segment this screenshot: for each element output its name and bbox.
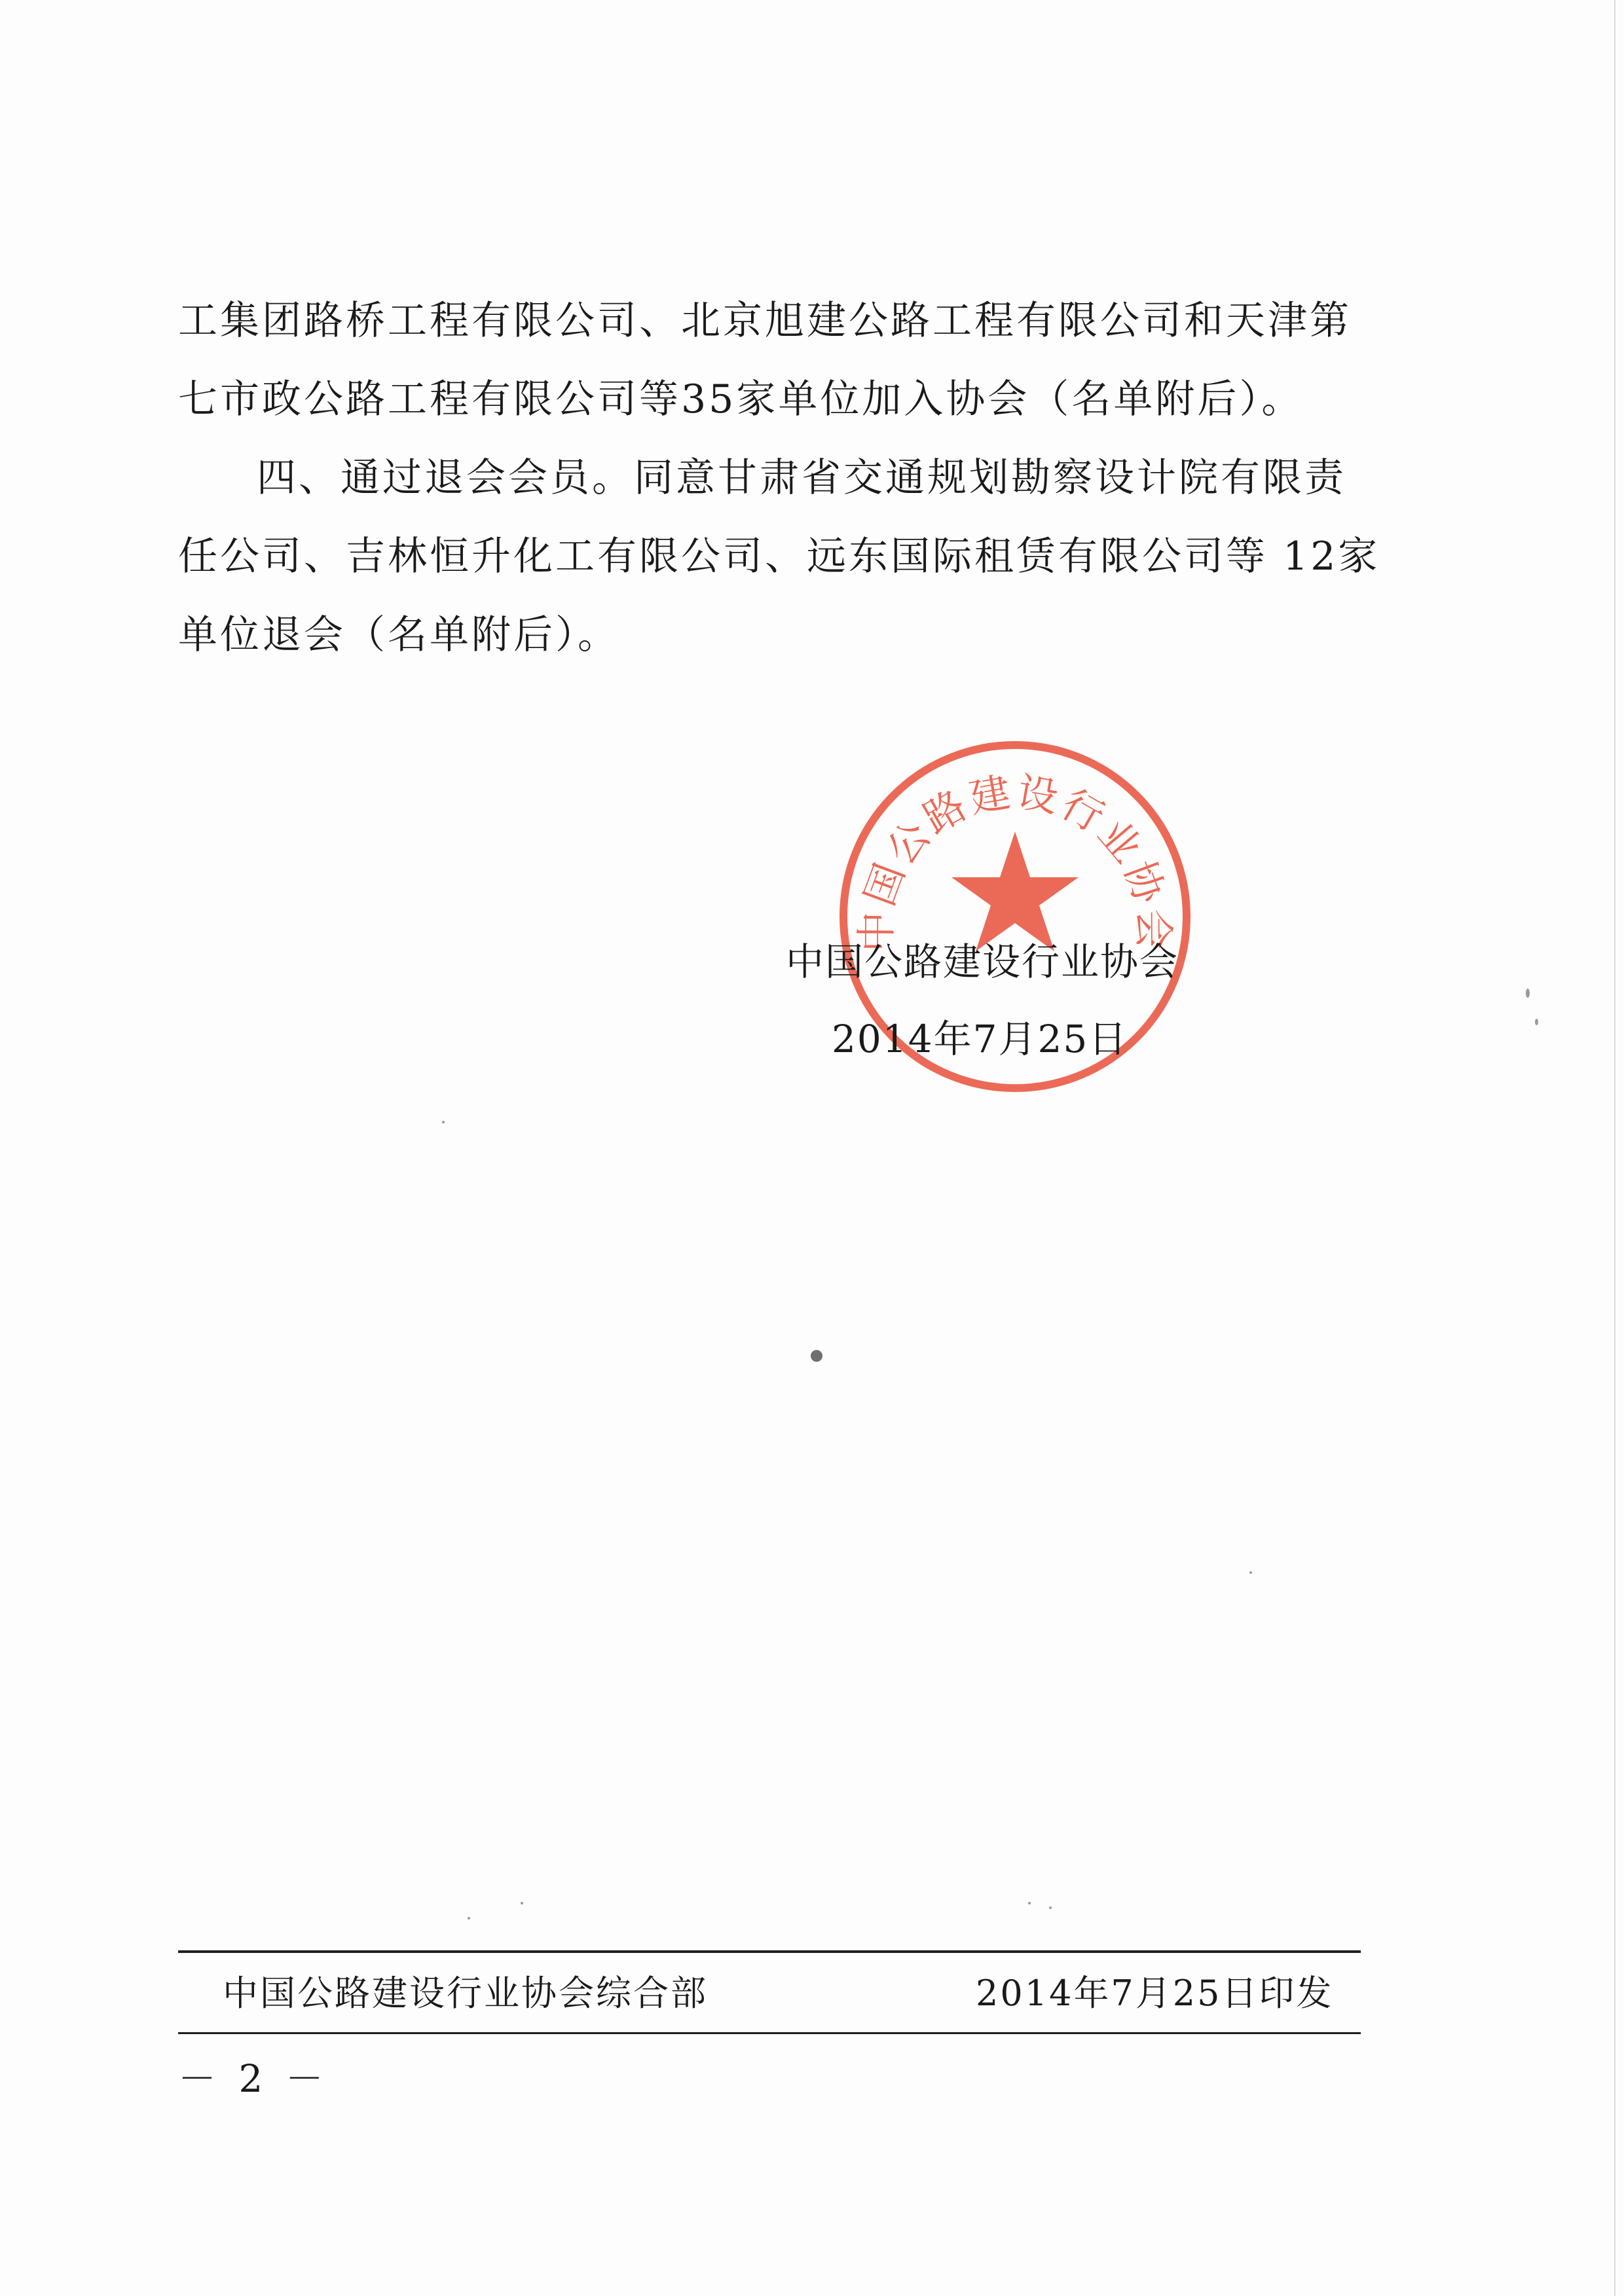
scan-speck [811,1350,822,1362]
scan-speck [1028,1902,1031,1904]
signature-organization: 中国公路建设行业协会 [786,939,1179,984]
signature-date: 2014年7月25日 [832,1017,1128,1061]
scan-speck [442,1121,445,1123]
footer-issue-date: 2014年7月25日印发 [976,1973,1334,2014]
scan-speck [521,1902,523,1904]
page-number: － 2 － [178,2056,329,2101]
paragraph-item-four: 四、通过退会会员。同意甘肃省交通规划勘察设计院有限责任公司、吉林恒升化工有限公司、远东国际租赁有限公司等 12家单位退会（名单附后）。 [178,455,1380,658]
seal-text: 中国公路建设行业协会 [852,767,1178,953]
scan-speck [468,1917,470,1920]
scan-speck [1535,1019,1538,1025]
paragraph-continued: 工集团路桥工程有限公司、北京旭建公路工程有限公司和天津第七市政公路工程有限公司等35家单位加入协会（名单附后）。 [178,298,1352,422]
scan-speck [1249,1571,1252,1574]
scan-edge [1614,0,1615,2296]
footer-rule-top [178,1950,1361,1953]
scan-speck [1049,1906,1052,1909]
footer-rule-bottom [178,2032,1361,2034]
scan-speck [1526,989,1530,998]
document-body [178,282,1383,674]
footer-issuer: 中国公路建设行业协会综合部 [223,1973,708,2014]
